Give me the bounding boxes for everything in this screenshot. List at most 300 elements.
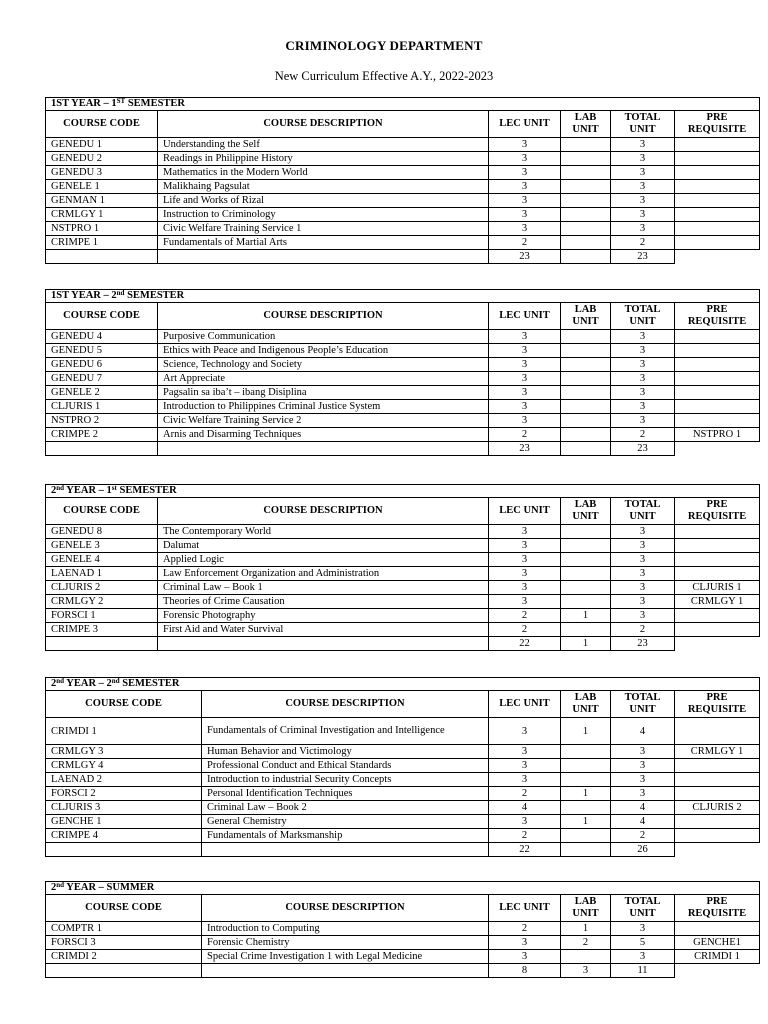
course-description: Forensic Chemistry: [202, 936, 489, 950]
lab-unit: [561, 414, 611, 428]
table-row: [46, 595, 760, 609]
course-code: GENEDU 7: [46, 372, 158, 386]
total-lec: 22: [489, 843, 561, 857]
semester-title-text: 2: [51, 485, 57, 496]
lec-unit: 3: [489, 745, 561, 759]
course-code: CRMLGY 4: [46, 759, 202, 773]
lab-unit: [561, 801, 611, 815]
totals-blank: [46, 964, 202, 978]
totals-blank: [675, 964, 760, 978]
course-description: Theories of Crime Causation: [158, 595, 489, 609]
lab-unit: [561, 581, 611, 595]
course-code: CRIMPE 4: [46, 829, 202, 843]
col-header-total: TOTAL UNIT: [611, 303, 675, 330]
header-row: [46, 111, 760, 138]
course-description: Professional Conduct and Ethical Standards: [202, 759, 489, 773]
totals-row: [46, 250, 760, 264]
totals-row: [46, 442, 760, 456]
semester-title: [46, 678, 760, 691]
table-row: [46, 936, 760, 950]
semester-title-text: 2: [51, 882, 57, 893]
lec-unit: 3: [489, 759, 561, 773]
total-unit: 3: [611, 166, 675, 180]
table-row: [46, 787, 760, 801]
table-row: [46, 773, 760, 787]
course-code: GENEDU 4: [46, 330, 158, 344]
table-row: [46, 815, 760, 829]
total-unit: 3: [611, 581, 675, 595]
total-unit: 4: [611, 801, 675, 815]
lec-unit: 3: [489, 950, 561, 964]
col-header-lab: LAB UNIT: [561, 691, 611, 718]
course-code: GENEDU 8: [46, 525, 158, 539]
lec-unit: 3: [489, 539, 561, 553]
lab-unit: [561, 773, 611, 787]
total-lec: 22: [489, 637, 561, 651]
course-code: LAENAD 2: [46, 773, 202, 787]
semester-title-text: SEMESTER: [119, 678, 180, 689]
semester-title-text: YEAR – SUMMER: [64, 882, 155, 893]
course-code: GENELE 2: [46, 386, 158, 400]
totals-blank: [675, 442, 760, 456]
course-code: CRIMPE 2: [46, 428, 158, 442]
prerequisite: [675, 166, 760, 180]
totals-blank: [158, 637, 489, 651]
table-row: [46, 581, 760, 595]
lec-unit: 3: [489, 936, 561, 950]
lec-unit: 3: [489, 194, 561, 208]
total-lab: [561, 442, 611, 456]
semester-title-text: YEAR – 2: [64, 678, 112, 689]
course-description: Personal Identification Techniques: [202, 787, 489, 801]
total-unit: 3: [611, 567, 675, 581]
totals-blank: [202, 843, 489, 857]
col-header-code: COURSE CODE: [46, 111, 158, 138]
course-description: Criminal Law – Book 2: [202, 801, 489, 815]
table-row: [46, 623, 760, 637]
lab-unit: [561, 194, 611, 208]
ordinal-suffix: nd: [56, 484, 65, 492]
lec-unit: 3: [489, 595, 561, 609]
totals-blank: [158, 442, 489, 456]
col-header-lab: LAB UNIT: [561, 303, 611, 330]
totals-row: [46, 637, 760, 651]
total-unit: 3: [611, 525, 675, 539]
course-code: GENMAN 1: [46, 194, 158, 208]
course-code: GENELE 1: [46, 180, 158, 194]
prerequisite: [675, 787, 760, 801]
lab-unit: [561, 344, 611, 358]
course-description: Human Behavior and Victimology: [202, 745, 489, 759]
lab-unit: [561, 759, 611, 773]
table-row: [46, 138, 760, 152]
semester-title-text: 1ST YEAR – 1: [51, 98, 117, 109]
totals-blank: [158, 250, 489, 264]
semester-title-text: 2: [51, 678, 57, 689]
prerequisite: [675, 344, 760, 358]
lab-unit: 1: [561, 922, 611, 936]
table-row: [46, 829, 760, 843]
prerequisite: [675, 386, 760, 400]
semester-title: [46, 882, 760, 895]
lab-unit: [561, 595, 611, 609]
prerequisite: CLJURIS 2: [675, 801, 760, 815]
col-header-prerequisite: PRE REQUISITE: [675, 498, 760, 525]
total-unit: 3: [611, 773, 675, 787]
total-unit: 3: [611, 344, 675, 358]
lab-unit: [561, 553, 611, 567]
total-unit: 3: [611, 386, 675, 400]
col-header-prerequisite: PRE REQUISITE: [675, 111, 760, 138]
total-unit: 3: [611, 745, 675, 759]
course-code: NSTPRO 2: [46, 414, 158, 428]
total-unit: 3: [611, 414, 675, 428]
total-lab: 1: [561, 637, 611, 651]
lab-unit: [561, 950, 611, 964]
table-row: [46, 539, 760, 553]
prerequisite: [675, 525, 760, 539]
course-code: GENEDU 5: [46, 344, 158, 358]
lab-unit: 1: [561, 718, 611, 745]
semester-title-text: YEAR – 1: [64, 485, 112, 496]
total-unit: 3: [611, 194, 675, 208]
lab-unit: [561, 222, 611, 236]
ordinal-suffix: nd: [116, 289, 125, 297]
course-description: Arnis and Disarming Techniques: [158, 428, 489, 442]
lab-unit: [561, 236, 611, 250]
col-header-code: COURSE CODE: [46, 691, 202, 718]
table-row: [46, 718, 760, 745]
lec-unit: 3: [489, 358, 561, 372]
course-code: GENEDU 3: [46, 166, 158, 180]
lec-unit: 2: [489, 236, 561, 250]
total-units: 23: [611, 637, 675, 651]
total-unit: 3: [611, 152, 675, 166]
lec-unit: 3: [489, 414, 561, 428]
lec-unit: 3: [489, 180, 561, 194]
ordinal-suffix: nd: [56, 677, 65, 685]
course-code: NSTPRO 1: [46, 222, 158, 236]
table-row: [46, 759, 760, 773]
prerequisite: [675, 236, 760, 250]
totals-blank: [675, 637, 760, 651]
course-code: CRMLGY 3: [46, 745, 202, 759]
total-unit: 3: [611, 330, 675, 344]
prerequisite: CRMLGY 1: [675, 745, 760, 759]
course-code: FORSCI 1: [46, 609, 158, 623]
course-description: Forensic Photography: [158, 609, 489, 623]
prerequisite: [675, 180, 760, 194]
prerequisite: [675, 138, 760, 152]
lab-unit: [561, 166, 611, 180]
table-row: [46, 166, 760, 180]
course-code: GENEDU 2: [46, 152, 158, 166]
lec-unit: 3: [489, 138, 561, 152]
table-row: [46, 208, 760, 222]
table-row: [46, 222, 760, 236]
lec-unit: 3: [489, 553, 561, 567]
total-unit: 3: [611, 180, 675, 194]
course-description: Dalumat: [158, 539, 489, 553]
lab-unit: [561, 208, 611, 222]
total-unit: 3: [611, 595, 675, 609]
course-code: CRMLGY 1: [46, 208, 158, 222]
total-unit: 3: [611, 950, 675, 964]
col-header-total: TOTAL UNIT: [611, 895, 675, 922]
col-header-code: COURSE CODE: [46, 303, 158, 330]
prerequisite: CLJURIS 1: [675, 581, 760, 595]
prerequisite: [675, 718, 760, 745]
lab-unit: [561, 180, 611, 194]
course-description: Art Appreciate: [158, 372, 489, 386]
total-unit: 4: [611, 718, 675, 745]
course-description: The Contemporary World: [158, 525, 489, 539]
header-row: [46, 691, 760, 718]
totals-blank: [46, 637, 158, 651]
prerequisite: [675, 414, 760, 428]
lab-unit: [561, 525, 611, 539]
col-header-total: TOTAL UNIT: [611, 111, 675, 138]
table-row: [46, 428, 760, 442]
prerequisite: [675, 152, 760, 166]
col-header-prerequisite: PRE REQUISITE: [675, 691, 760, 718]
lec-unit: 3: [489, 372, 561, 386]
table-row: [46, 414, 760, 428]
col-header-lec: LEC UNIT: [489, 895, 561, 922]
prerequisite: [675, 567, 760, 581]
lec-unit: 3: [489, 581, 561, 595]
lab-unit: 2: [561, 936, 611, 950]
course-code: LAENAD 1: [46, 567, 158, 581]
totals-blank: [675, 250, 760, 264]
lab-unit: [561, 138, 611, 152]
lab-unit: [561, 829, 611, 843]
table-row: [46, 567, 760, 581]
total-unit: 2: [611, 623, 675, 637]
col-header-lec: LEC UNIT: [489, 498, 561, 525]
course-code: CRIMDI 2: [46, 950, 202, 964]
semester-table: [45, 97, 760, 264]
course-code: GENEDU 1: [46, 138, 158, 152]
ordinal-suffix: nd: [56, 881, 65, 889]
col-header-prerequisite: PRE REQUISITE: [675, 895, 760, 922]
semester-table: [45, 289, 760, 456]
semester-table: [45, 484, 760, 651]
total-lab: [561, 843, 611, 857]
lec-unit: 3: [489, 166, 561, 180]
lab-unit: [561, 386, 611, 400]
lec-unit: 3: [489, 567, 561, 581]
col-header-total: TOTAL UNIT: [611, 691, 675, 718]
course-code: CRIMDI 1: [46, 718, 202, 745]
course-code: FORSCI 3: [46, 936, 202, 950]
total-lec: 23: [489, 442, 561, 456]
table-row: [46, 745, 760, 759]
total-unit: 3: [611, 539, 675, 553]
page-subtitle: New Curriculum Effective A.Y., 2022-2023: [274, 69, 494, 83]
page-title: CRIMINOLOGY DEPARTMENT: [285, 38, 483, 53]
course-code: CLJURIS 2: [46, 581, 158, 595]
col-header-lab: LAB UNIT: [561, 895, 611, 922]
table-row: [46, 950, 760, 964]
total-unit: 3: [611, 787, 675, 801]
lab-unit: 1: [561, 815, 611, 829]
col-header-total: TOTAL UNIT: [611, 498, 675, 525]
total-unit: 5: [611, 936, 675, 950]
lec-unit: 3: [489, 815, 561, 829]
total-unit: 2: [611, 428, 675, 442]
totals-blank: [46, 843, 202, 857]
header-row: [46, 895, 760, 922]
totals-blank: [202, 964, 489, 978]
lec-unit: 3: [489, 152, 561, 166]
course-description: Ethics with Peace and Indigenous People’s Education: [158, 344, 489, 358]
course-description: Civic Welfare Training Service 1: [158, 222, 489, 236]
lab-unit: [561, 330, 611, 344]
prerequisite: [675, 358, 760, 372]
semester-title: [46, 98, 760, 111]
header-row: [46, 498, 760, 525]
semester-title-text: SEMESTER: [125, 98, 186, 109]
table-row: [46, 922, 760, 936]
col-header-prerequisite: PRE REQUISITE: [675, 303, 760, 330]
course-description: First Aid and Water Survival: [158, 623, 489, 637]
table-row: [46, 372, 760, 386]
prerequisite: [675, 539, 760, 553]
total-lec: 23: [489, 250, 561, 264]
prerequisite: [675, 922, 760, 936]
lec-unit: 2: [489, 428, 561, 442]
course-description: Mathematics in the Modern World: [158, 166, 489, 180]
course-code: CRMLGY 2: [46, 595, 158, 609]
col-header-lec: LEC UNIT: [489, 111, 561, 138]
lec-unit: 3: [489, 718, 561, 745]
course-description: Malikhaing Pagsulat: [158, 180, 489, 194]
prerequisite: [675, 773, 760, 787]
course-code: CLJURIS 1: [46, 400, 158, 414]
total-lec: 8: [489, 964, 561, 978]
course-description: Pagsalin sa iba’t – ibang Disiplina: [158, 386, 489, 400]
prerequisite: [675, 553, 760, 567]
prerequisite: GENCHE1: [675, 936, 760, 950]
table-row: [46, 386, 760, 400]
prerequisite: [675, 400, 760, 414]
col-header-lab: LAB UNIT: [561, 111, 611, 138]
semester-table: [45, 881, 760, 978]
lab-unit: [561, 623, 611, 637]
prerequisite: [675, 829, 760, 843]
total-lab: [561, 250, 611, 264]
total-unit: 2: [611, 829, 675, 843]
prerequisite: CRIMDI 1: [675, 950, 760, 964]
prerequisite: [675, 372, 760, 386]
col-header-lab: LAB UNIT: [561, 498, 611, 525]
total-unit: 3: [611, 609, 675, 623]
prerequisite: [675, 759, 760, 773]
totals-row: [46, 964, 760, 978]
lec-unit: 3: [489, 400, 561, 414]
ordinal-suffix: nd: [111, 677, 120, 685]
table-row: [46, 194, 760, 208]
course-description: Civic Welfare Training Service 2: [158, 414, 489, 428]
total-unit: 3: [611, 358, 675, 372]
prerequisite: [675, 330, 760, 344]
total-lab: 3: [561, 964, 611, 978]
semester-title: [46, 290, 760, 303]
course-description: Life and Works of Rizal: [158, 194, 489, 208]
table-row: [46, 358, 760, 372]
lec-unit: 3: [489, 525, 561, 539]
course-code: GENEDU 6: [46, 358, 158, 372]
lec-unit: 2: [489, 829, 561, 843]
prerequisite: [675, 194, 760, 208]
lec-unit: 3: [489, 386, 561, 400]
col-header-description: COURSE DESCRIPTION: [158, 303, 489, 330]
course-code: CRIMPE 3: [46, 623, 158, 637]
lec-unit: 2: [489, 922, 561, 936]
course-description: Fundamentals of Marksmanship: [202, 829, 489, 843]
lab-unit: [561, 567, 611, 581]
lec-unit: 2: [489, 787, 561, 801]
col-header-lec: LEC UNIT: [489, 303, 561, 330]
semester-title-text: SEMESTER: [124, 290, 185, 301]
table-row: [46, 330, 760, 344]
lab-unit: 1: [561, 609, 611, 623]
total-unit: 3: [611, 138, 675, 152]
total-unit: 4: [611, 815, 675, 829]
course-description: Criminal Law – Book 1: [158, 581, 489, 595]
totals-blank: [46, 250, 158, 264]
course-description: Readings in Philippine History: [158, 152, 489, 166]
total-units: 23: [611, 442, 675, 456]
course-description: Introduction to industrial Security Concepts: [202, 773, 489, 787]
total-unit: 3: [611, 922, 675, 936]
col-header-description: COURSE DESCRIPTION: [158, 498, 489, 525]
lab-unit: 1: [561, 787, 611, 801]
total-unit: 3: [611, 759, 675, 773]
course-code: CLJURIS 3: [46, 801, 202, 815]
ordinal-suffix: st: [111, 484, 117, 492]
total-units: 23: [611, 250, 675, 264]
lec-unit: 3: [489, 773, 561, 787]
total-unit: 3: [611, 400, 675, 414]
course-description: Purposive Communication: [158, 330, 489, 344]
table-row: [46, 525, 760, 539]
course-description: Understanding the Self: [158, 138, 489, 152]
totals-blank: [46, 442, 158, 456]
header-row: [46, 303, 760, 330]
prerequisite: [675, 623, 760, 637]
lec-unit: 3: [489, 344, 561, 358]
course-code: COMPTR 1: [46, 922, 202, 936]
lab-unit: [561, 372, 611, 386]
col-header-description: COURSE DESCRIPTION: [202, 895, 489, 922]
course-description: Introduction to Computing: [202, 922, 489, 936]
lec-unit: 3: [489, 330, 561, 344]
course-description: General Chemistry: [202, 815, 489, 829]
total-units: 26: [611, 843, 675, 857]
course-code: FORSCI 2: [46, 787, 202, 801]
course-code: GENELE 3: [46, 539, 158, 553]
lab-unit: [561, 152, 611, 166]
course-description: Special Crime Investigation 1 with Legal Medicine: [202, 950, 489, 964]
prerequisite: [675, 222, 760, 236]
totals-blank: [675, 843, 760, 857]
total-unit: 3: [611, 222, 675, 236]
table-row: [46, 609, 760, 623]
lec-unit: 4: [489, 801, 561, 815]
course-code: GENCHE 1: [46, 815, 202, 829]
